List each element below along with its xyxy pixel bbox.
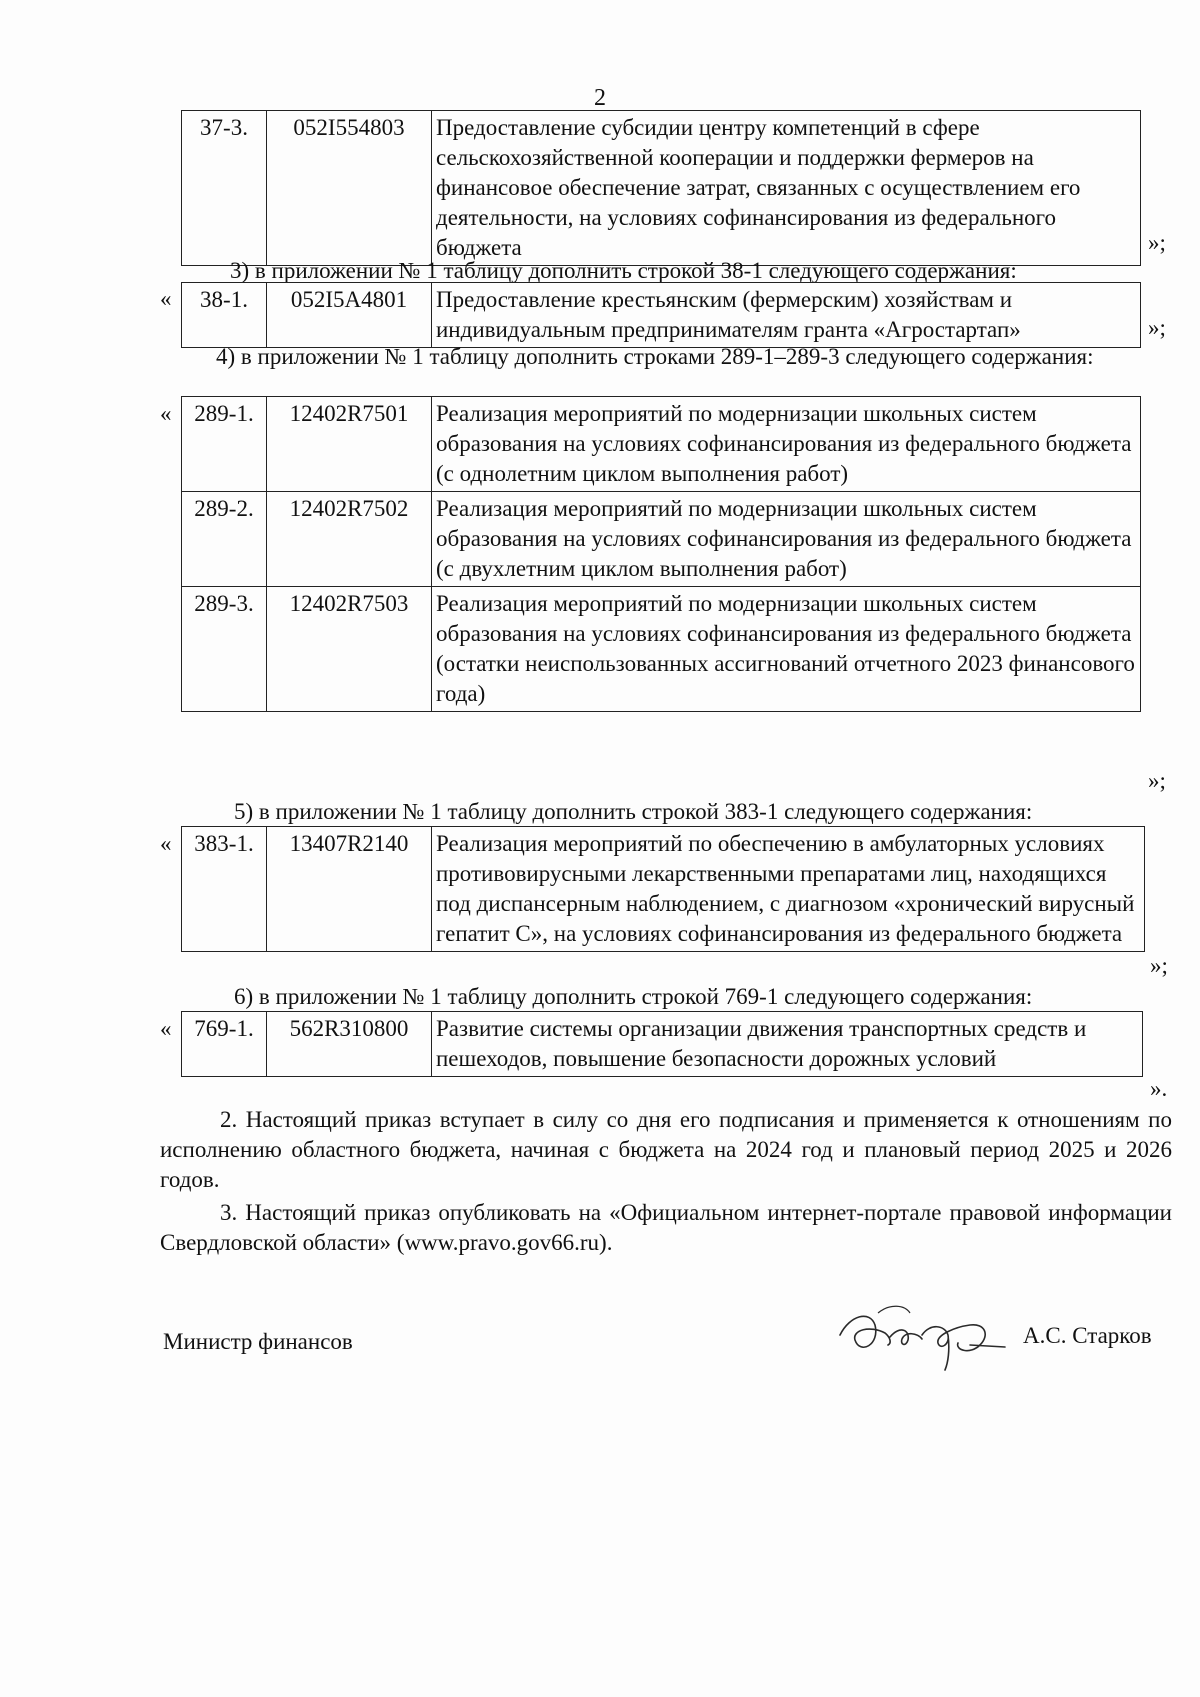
- item-5-text: 5) в приложении № 1 таблицу дополнить строкой 383-1 следующего содержания:: [234, 799, 1033, 824]
- row-code: 562R310800: [267, 1012, 432, 1077]
- table-row: [182, 111, 1141, 266]
- signatory-position: Министр финансов: [163, 1329, 353, 1354]
- table-row: [182, 283, 1141, 348]
- table-row: [182, 1012, 1143, 1077]
- table-row: [182, 587, 1141, 712]
- closing-quote: ».: [1150, 1076, 1168, 1101]
- table-38: [181, 282, 1141, 348]
- table-37: [181, 110, 1141, 266]
- row-number: 289-3.: [182, 587, 267, 712]
- signatory-name: А.С. Старков: [1023, 1323, 1152, 1348]
- closing-quote: »;: [1148, 230, 1166, 255]
- closing-quote: »;: [1150, 953, 1168, 978]
- opening-quote: «: [160, 401, 172, 426]
- opening-quote: «: [160, 831, 172, 856]
- handwritten-signature: [830, 1295, 1020, 1373]
- row-code: 13407R2140: [267, 827, 432, 952]
- row-code: 052I554803: [267, 111, 432, 266]
- row-text: Реализация мероприятий по обеспечению в амбулаторных условиях противовирусными лекарственными препаратами лиц, находящихся под диспансерным наблюдением, с диагнозом «хронический вирусный гепатит С», на условиях софинансирования из федерального бюджета: [432, 827, 1145, 952]
- row-number: 383-1.: [182, 827, 267, 952]
- row-number: 289-1.: [182, 397, 267, 492]
- row-code: 12402R7503: [267, 587, 432, 712]
- item-3-text: 3) в приложении № 1 таблицу дополнить строкой 38-1 следующего содержания:: [230, 258, 1017, 283]
- row-number: 769-1.: [182, 1012, 267, 1077]
- row-text: Предоставление крестьянским (фермерским) хозяйствам и индивидуальным предпринимателям гранта «Агростартап»: [432, 283, 1141, 348]
- row-number: 37-3.: [182, 111, 267, 266]
- paragraph-3: 3. Настоящий приказ опубликовать на «Официальном интернет-портале правовой информации Свердловской области» (www.pravo.gov66.ru).: [160, 1200, 1172, 1255]
- row-text: Реализация мероприятий по модернизации школьных систем образования на условиях софинансирования из федерального бюджета (с однолетним циклом выполнения работ): [432, 397, 1141, 492]
- closing-quote: »;: [1148, 315, 1166, 340]
- opening-quote: «: [160, 1016, 172, 1041]
- table-row: [182, 827, 1145, 952]
- row-code: 052I5A4801: [267, 283, 432, 348]
- paragraph-2: 2. Настоящий приказ вступает в силу со дня его подписания и применяется к отношениям по исполнению областного бюджета, начиная с бюджета на 2024 год и плановый период 2025 и 2026 годов.: [160, 1107, 1172, 1192]
- row-text: Развитие системы организации движения транспортных средств и пешеходов, повышение безопасности дорожных условий: [432, 1012, 1143, 1077]
- item-6-text: 6) в приложении № 1 таблицу дополнить строкой 769-1 следующего содержания:: [234, 984, 1033, 1009]
- row-number: 38-1.: [182, 283, 267, 348]
- table-769: [181, 1011, 1143, 1077]
- table-row: [182, 397, 1141, 492]
- table-383: [181, 826, 1145, 952]
- table-row: [182, 492, 1141, 587]
- item-4-text: 4) в приложении № 1 таблицу дополнить строками 289-1–289-3 следующего содержания:: [216, 344, 1094, 369]
- opening-quote: «: [160, 286, 172, 311]
- table-289: [181, 396, 1141, 712]
- row-number: 289-2.: [182, 492, 267, 587]
- row-code: 12402R7501: [267, 397, 432, 492]
- page-number: 2: [594, 85, 606, 111]
- row-text: Предоставление субсидии центру компетенций в сфере сельскохозяйственной кооперации и поддержки фермеров на финансовое обеспечение затрат, связанных с осуществлением его деятельности, на условиях софинансирования из федерального бюджета: [432, 111, 1141, 266]
- closing-quote: »;: [1148, 768, 1166, 793]
- row-code: 12402R7502: [267, 492, 432, 587]
- row-text: Реализация мероприятий по модернизации школьных систем образования на условиях софинансирования из федерального бюджета (с двухлетним циклом выполнения работ): [432, 492, 1141, 587]
- row-text: Реализация мероприятий по модернизации школьных систем образования на условиях софинансирования из федерального бюджета (остатки неиспользованных ассигнований отчетного 2023 финансового года): [432, 587, 1141, 712]
